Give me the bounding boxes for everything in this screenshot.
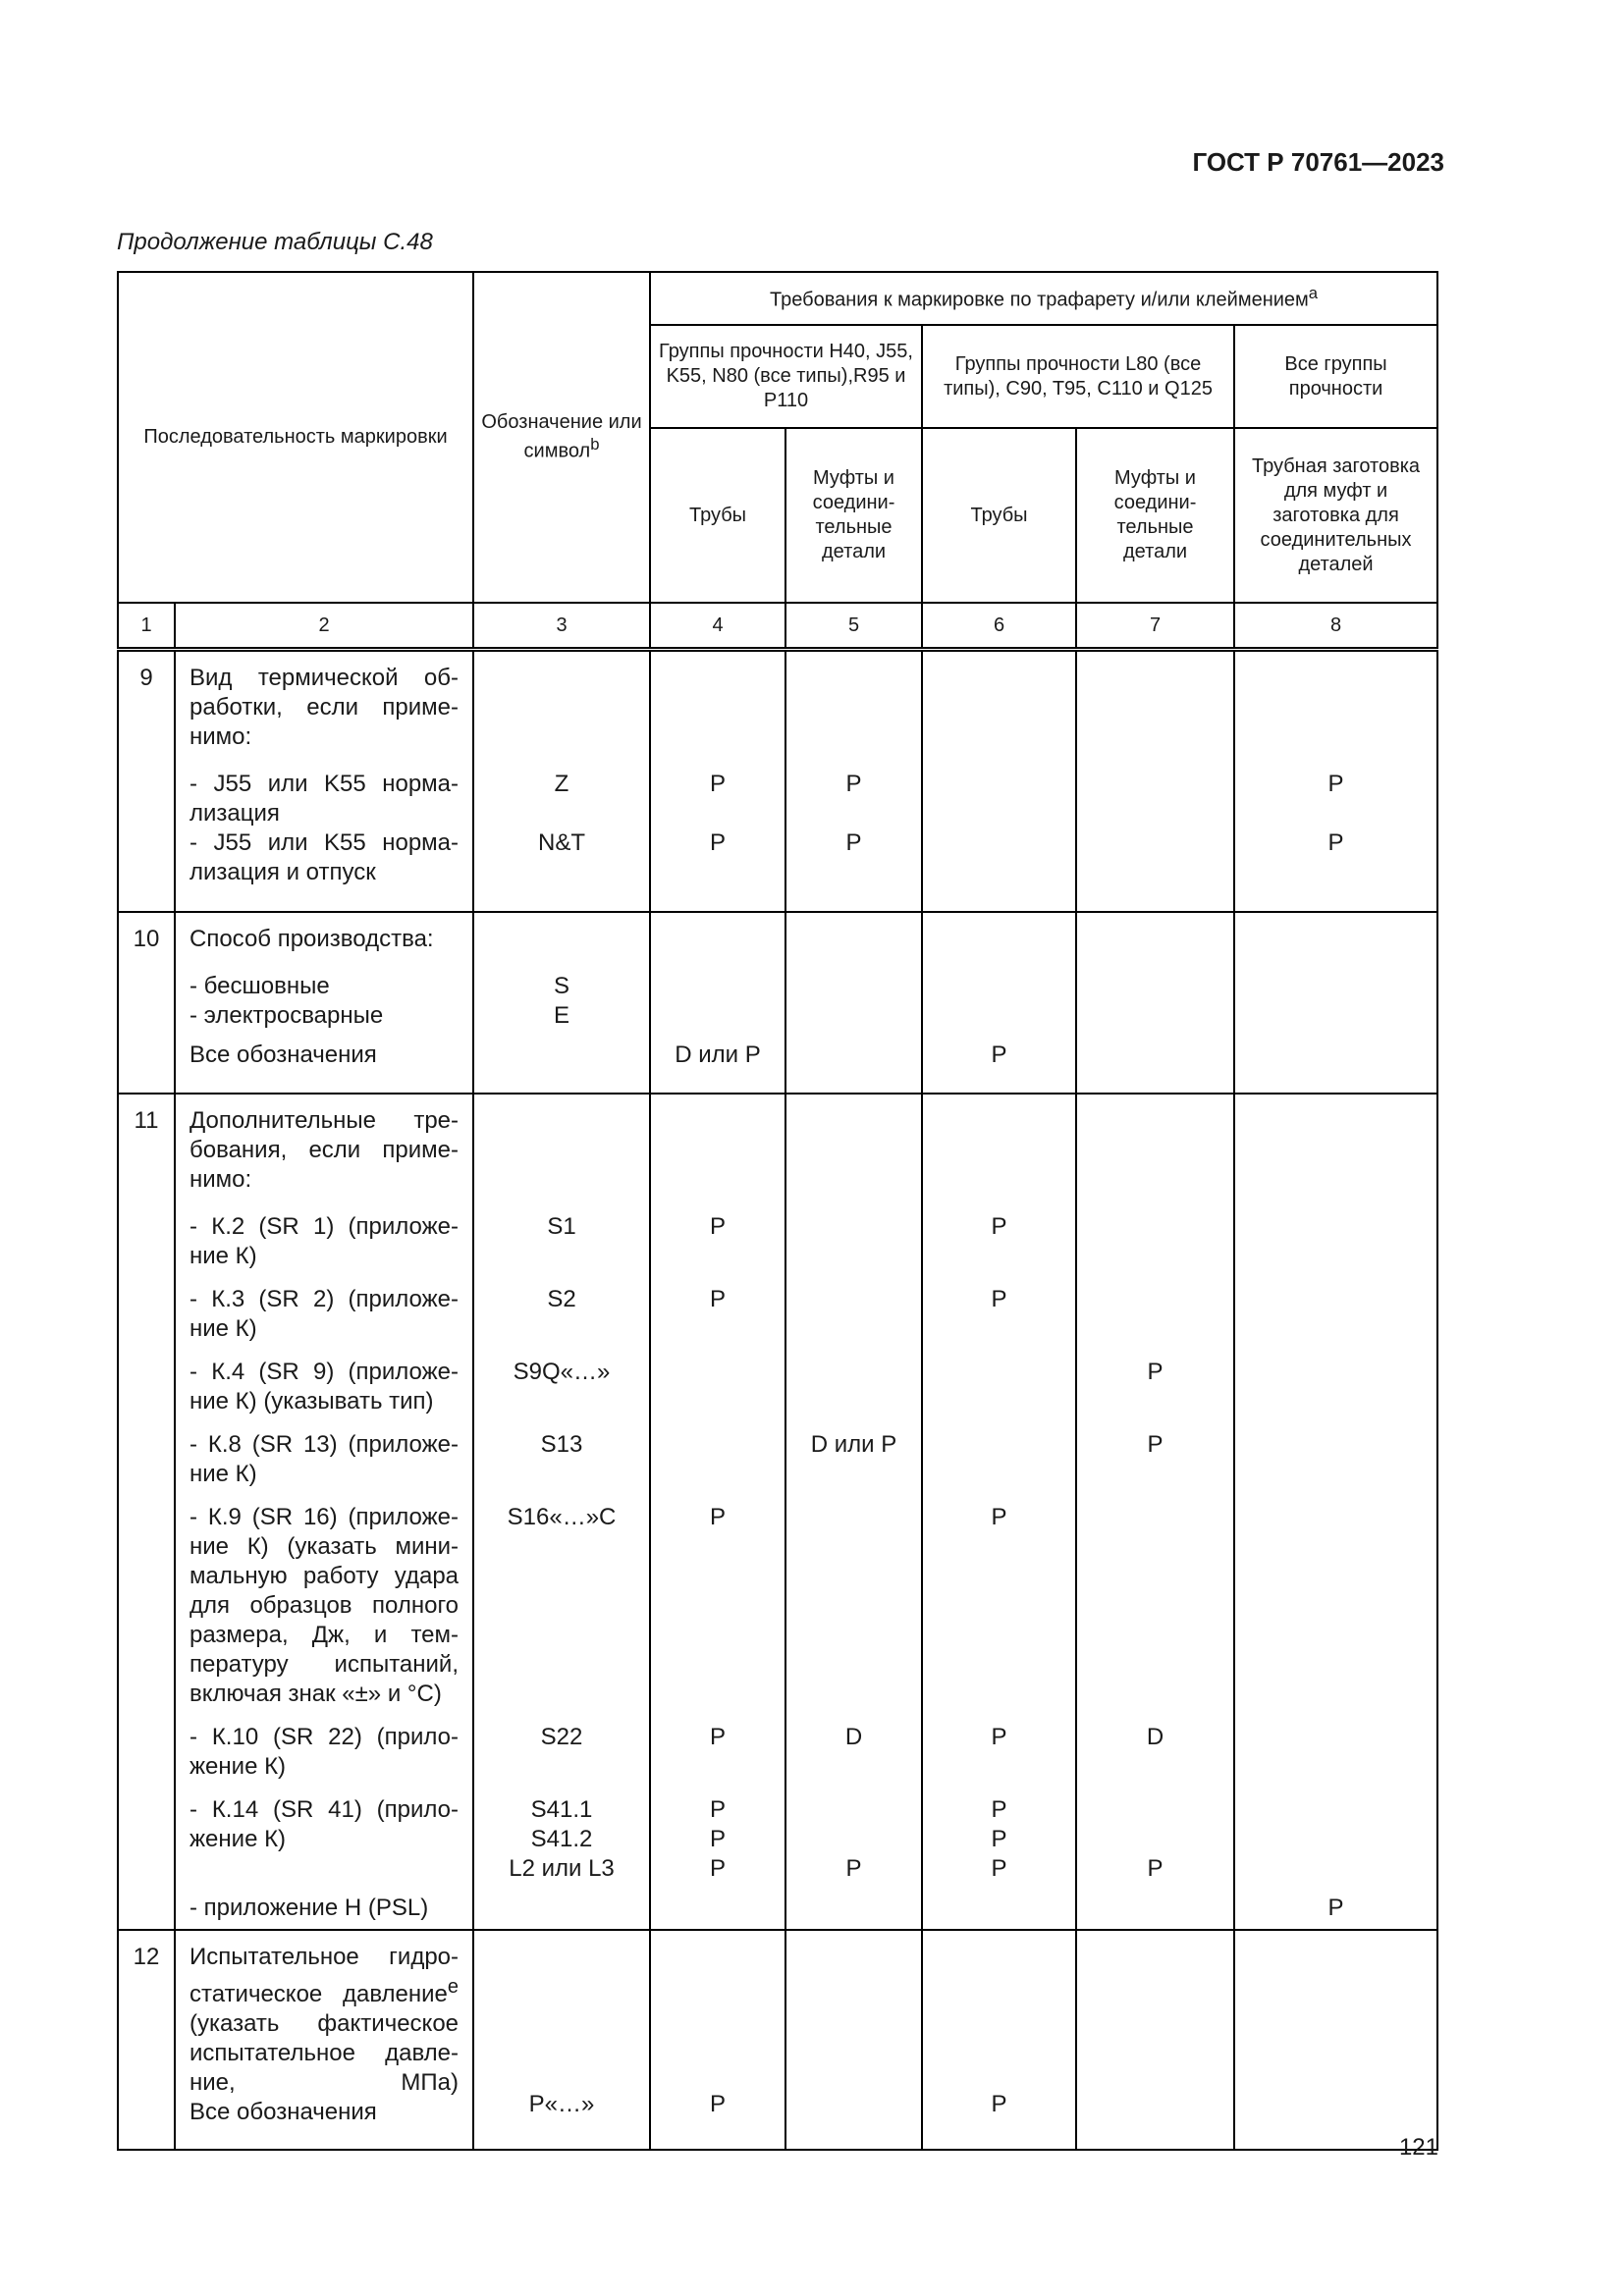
- row-number: [118, 1094, 175, 1930]
- row-description: [175, 1094, 473, 1930]
- description-line: бования, если приме-: [189, 1137, 460, 1163]
- description-line: Способ производства:: [189, 926, 434, 952]
- description-line: ние К) (указывать тип): [189, 1388, 434, 1415]
- col8-value: [1234, 1094, 1437, 1930]
- description-line: лизация: [189, 800, 280, 827]
- col-number: 1: [118, 603, 175, 650]
- header-blanks: Трубная заготовка для муфт и заготовка для соединительных деталей: [1234, 428, 1437, 603]
- header-seq: Последовательность маркировки: [118, 272, 473, 603]
- description-line: - К.14 (SR 41) (прило-: [189, 1796, 460, 1823]
- marking-value: P: [991, 1796, 1007, 1823]
- marking-value: P: [710, 1724, 727, 1750]
- col7-value: [1076, 912, 1234, 1094]
- description-line: Все обозначения: [189, 2099, 377, 2125]
- marking-value: P: [991, 2091, 1007, 2117]
- marking-value: P: [991, 1286, 1007, 1312]
- description-line: жение К): [189, 1753, 287, 1780]
- description-line: мальную работу удара: [189, 1563, 460, 1589]
- symbol-value: E: [554, 1002, 570, 1029]
- description-line: - J55 или K55 норма-: [189, 829, 460, 856]
- marking-value: D: [844, 1724, 863, 1750]
- symbol-value: S1: [547, 1213, 576, 1240]
- col5-value: [785, 1930, 922, 2150]
- row-number-text: 10: [133, 926, 160, 952]
- col-number: 5: [785, 603, 922, 650]
- col4-value: [650, 1094, 785, 1930]
- header-pipes-2: Трубы: [922, 428, 1076, 603]
- header-couplings-1: Муфты и соедини-тельные детали: [785, 428, 922, 603]
- col8-value: [1234, 1930, 1437, 2150]
- table-body: [118, 650, 1437, 2151]
- marking-table: [117, 271, 1438, 2151]
- table-row: [118, 1094, 1437, 1930]
- row-number: [118, 912, 175, 1094]
- marking-value: P: [991, 1724, 1007, 1750]
- col8-value: [1234, 650, 1437, 913]
- col4-value: [650, 650, 785, 913]
- col6-value: [922, 912, 1076, 1094]
- table-row: [118, 650, 1437, 913]
- description-line: жение К): [189, 1826, 287, 1852]
- marking-value: P: [991, 1213, 1007, 1240]
- col5-value: [785, 650, 922, 913]
- symbol-value: L2 или L3: [509, 1855, 615, 1882]
- row-number-text: 9: [139, 665, 153, 691]
- description-line: - К.3 (SR 2) (приложе-: [189, 1286, 460, 1312]
- row-symbol: [473, 912, 650, 1094]
- marking-value: P: [710, 1504, 727, 1530]
- table-row: [118, 912, 1437, 1094]
- description-line: - бесшовные: [189, 973, 330, 999]
- col5-value: [785, 912, 922, 1094]
- description-line: (указать фактическое: [189, 2010, 460, 2037]
- marking-value: P: [845, 829, 862, 856]
- marking-value: P: [710, 1826, 727, 1852]
- col-number: 7: [1076, 603, 1234, 650]
- row-number: [118, 650, 175, 913]
- row-symbol: [473, 650, 650, 913]
- marking-value: P: [1147, 1855, 1164, 1882]
- marking-value: P: [710, 1796, 727, 1823]
- col-number: 8: [1234, 603, 1437, 650]
- col6-value: [922, 1094, 1076, 1930]
- description-line: ние, МПа): [189, 2069, 460, 2096]
- col-number: 3: [473, 603, 650, 650]
- col4-value: [650, 1930, 785, 2150]
- marking-value: P: [710, 2091, 727, 2117]
- description-line: - К.8 (SR 13) (приложе-: [189, 1431, 460, 1458]
- col-number: 2: [175, 603, 473, 650]
- symbol-value: S41.2: [530, 1826, 593, 1852]
- row-description: [175, 912, 473, 1094]
- column-numbers-row: [118, 603, 1437, 650]
- description-line: - К.10 (SR 22) (прило-: [189, 1724, 460, 1750]
- description-line: статическое давление$^e$: [189, 1976, 460, 2007]
- marking-value: P: [1327, 829, 1344, 856]
- symbol-value: S16«…»C: [507, 1504, 617, 1530]
- marking-value: P: [710, 1855, 727, 1882]
- description-line: ние К) (указать мини-: [189, 1533, 460, 1560]
- col-number: 6: [922, 603, 1076, 650]
- symbol-value: S9Q«…»: [513, 1359, 611, 1385]
- header-group-3: Все группы прочности: [1234, 325, 1437, 428]
- table-caption: Продолжение таблицы С.48: [117, 229, 433, 255]
- symbol-value: S: [554, 973, 570, 999]
- row-symbol: [473, 1930, 650, 2150]
- marking-value: P: [991, 1826, 1007, 1852]
- col7-value: [1076, 1094, 1234, 1930]
- marking-value: P: [710, 1213, 727, 1240]
- description-line: Все обозначения: [189, 1041, 377, 1068]
- description-line: работки, если приме-: [189, 694, 460, 721]
- symbol-value: Z: [554, 771, 569, 797]
- table-row: [118, 1930, 1437, 2150]
- row-description: [175, 650, 473, 913]
- description-line: нимо:: [189, 1166, 252, 1193]
- description-line: Испытательное гидро-: [189, 1944, 460, 1970]
- header-couplings-2: Муфты и соедини-тельные детали: [1076, 428, 1234, 603]
- row-number-text: 12: [133, 1944, 160, 1970]
- marking-value: P: [1327, 771, 1344, 797]
- description-line: для образцов полного: [189, 1592, 460, 1619]
- symbol-value: N&T: [538, 829, 586, 856]
- row-description: [175, 1930, 473, 2150]
- symbol-value: S41.1: [530, 1796, 593, 1823]
- description-line: включая знак «±» и °С): [189, 1681, 442, 1707]
- description-line: ние К): [189, 1243, 257, 1269]
- col7-value: [1076, 1930, 1234, 2150]
- marking-value: P: [1147, 1431, 1164, 1458]
- marking-value: P: [991, 1041, 1007, 1068]
- header-requirements: Требования к маркировке по трафарету и/или клеймением$^a$: [650, 272, 1437, 325]
- description-line: - электросварные: [189, 1002, 384, 1029]
- description-line: - К.4 (SR 9) (приложе-: [189, 1359, 460, 1385]
- col6-value: [922, 1930, 1076, 2150]
- marking-value: P: [710, 1286, 727, 1312]
- col6-value: [922, 650, 1076, 913]
- description-line: ние К): [189, 1461, 257, 1487]
- row-number-text: 11: [134, 1107, 159, 1134]
- description-line: - приложение Н (PSL): [189, 1895, 429, 1921]
- description-line: - К.2 (SR 1) (приложе-: [189, 1213, 460, 1240]
- header-group-1: Группы прочности H40, J55, K55, N80 (все типы),R95 и P110: [650, 325, 922, 428]
- header-group-2: Группы прочности L80 (все типы), C90, T95, C110 и Q125: [922, 325, 1234, 428]
- marking-value: P: [1327, 1895, 1344, 1921]
- header-symbol: Обозначение или символ$^b$: [473, 272, 650, 603]
- description-line: Вид термической об-: [189, 665, 460, 691]
- description-line: нимо:: [189, 723, 252, 750]
- marking-value: P: [710, 771, 727, 797]
- row-symbol: [473, 1094, 650, 1930]
- description-line: размера, Дж, и тем-: [189, 1622, 460, 1648]
- marking-value: P: [710, 829, 727, 856]
- marking-value: P: [991, 1504, 1007, 1530]
- page-number: 121: [1398, 2134, 1438, 2161]
- description-line: Дополнительные тре-: [189, 1107, 460, 1134]
- col7-value: [1076, 650, 1234, 913]
- description-line: ние К): [189, 1315, 257, 1342]
- col8-value: [1234, 912, 1437, 1094]
- description-line: пературу испытаний,: [189, 1651, 460, 1678]
- marking-value: P: [845, 771, 862, 797]
- col-number: 4: [650, 603, 785, 650]
- col4-value: [650, 912, 785, 1094]
- marking-value: D или P: [675, 1041, 761, 1068]
- standard-header: ГОСТ Р 70761—2023: [1192, 147, 1444, 177]
- symbol-value: S22: [540, 1724, 583, 1750]
- symbol-value: S2: [547, 1286, 576, 1312]
- row-number: [118, 1930, 175, 2150]
- marking-value: P: [845, 1855, 862, 1882]
- header-pipes-1: Трубы: [650, 428, 785, 603]
- description-line: - К.9 (SR 16) (приложе-: [189, 1504, 460, 1530]
- description-line: испытательное давле-: [189, 2040, 460, 2066]
- description-line: - J55 или K55 норма-: [189, 771, 460, 797]
- marking-value: D или P: [810, 1431, 897, 1458]
- marking-value: P: [1147, 1359, 1164, 1385]
- marking-value: D: [1146, 1724, 1164, 1750]
- col5-value: [785, 1094, 922, 1930]
- marking-value: P: [991, 1855, 1007, 1882]
- description-line: лизация и отпуск: [189, 859, 376, 885]
- symbol-value: S13: [540, 1431, 583, 1458]
- symbol-value: P«…»: [528, 2091, 595, 2117]
